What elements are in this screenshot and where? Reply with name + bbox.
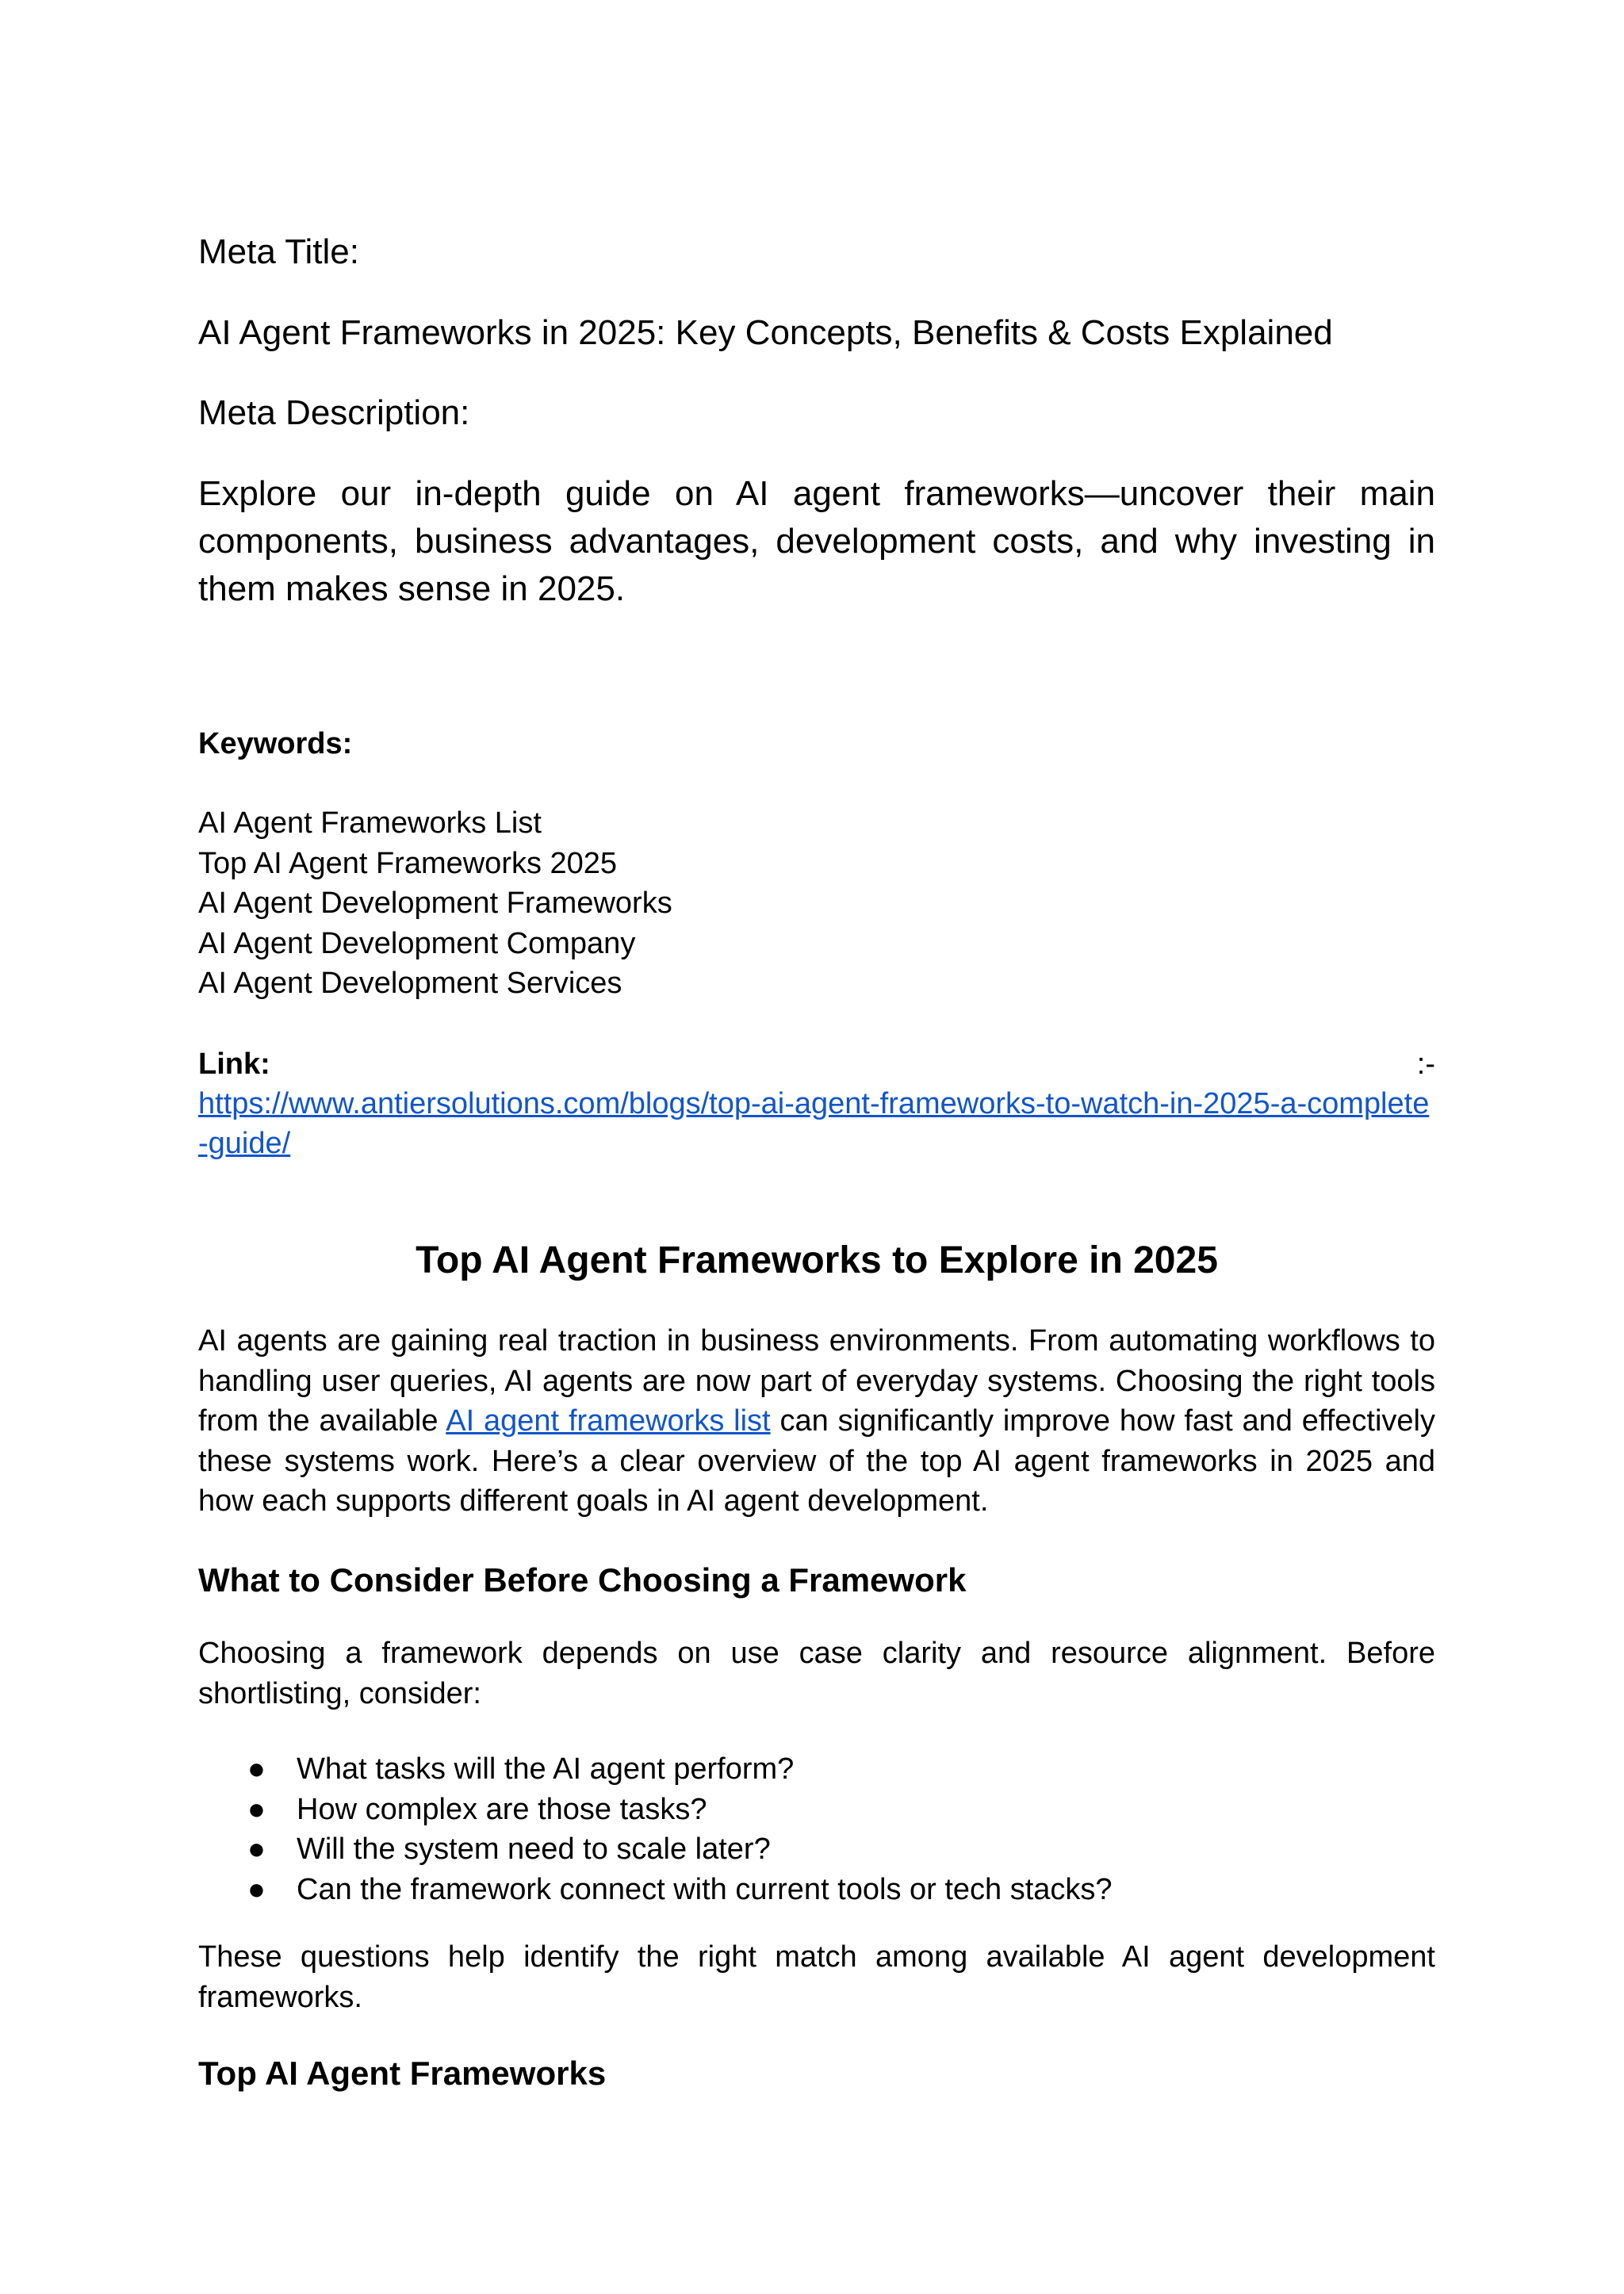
keyword-item: Top AI Agent Frameworks 2025: [198, 846, 618, 880]
meta-description-label: Meta Description:: [198, 393, 470, 432]
list-item: [198, 1790, 1113, 1830]
bullet-icon: ●: [247, 1833, 266, 1866]
list-item-text: Can the framework connect with current tools or tech stacks?: [297, 1872, 1113, 1906]
meta-title-label: Meta Title:: [198, 232, 359, 271]
list-item-text: Will the system need to scale later?: [297, 1833, 771, 1866]
list-item-text: What tasks will the AI agent perform?: [297, 1752, 795, 1786]
section-heading-top-frameworks: Top AI Agent Frameworks: [198, 2055, 607, 2092]
closing-paragraph: These questions help identify the right match among available AI agent development frameworks.: [198, 1940, 1435, 2014]
meta-description-value: Explore our in-depth guide on AI agent frameworks—uncover their main components, business advantages, development costs, and why investing in them makes sense in 2025.: [198, 474, 1435, 608]
link-label: Link:: [198, 1047, 270, 1081]
link-row: [198, 1044, 1435, 1084]
keywords-label: Keywords:: [198, 727, 353, 760]
link-separator: :-: [1416, 1047, 1435, 1081]
keyword-item: AI Agent Development Services: [198, 967, 622, 1000]
list-item: [198, 1870, 1113, 1910]
considerations-paragraph: Choosing a framework depends on use case clarity and resource alignment. Before shortlisting, consider:: [198, 1637, 1435, 1710]
keyword-item: AI Agent Development Company: [198, 926, 636, 960]
list-item: [198, 1749, 1113, 1790]
bullet-icon: ●: [247, 1752, 266, 1786]
section-heading-considerations: What to Consider Before Choosing a Framework: [198, 1561, 967, 1599]
questions-list: [198, 1749, 1113, 1909]
intro-text-after: can significantly improve how fast and effectively these systems work. Here’s a clear overview of the top AI agent frameworks in 2025 and how each supports different goals in AI agent development.: [198, 1404, 1435, 1518]
meta-title-value: AI Agent Frameworks in 2025: Key Concepts, Benefits & Costs Explained: [198, 313, 1333, 352]
article-title: Top AI Agent Frameworks to Explore in 2025: [416, 1239, 1218, 1281]
keyword-item: AI Agent Development Frameworks: [198, 887, 672, 920]
keywords-list: [198, 803, 672, 1004]
list-item-text: How complex are those tasks?: [297, 1792, 707, 1826]
bullet-icon: ●: [247, 1792, 266, 1826]
keyword-item: AI Agent Frameworks List: [198, 806, 542, 840]
bullet-icon: ●: [247, 1872, 266, 1906]
ai-agent-frameworks-list-link[interactable]: AI agent frameworks list: [446, 1404, 771, 1438]
intro-paragraph: [198, 1321, 1435, 1522]
list-item: [198, 1829, 1113, 1870]
source-url-link[interactable]: https://www.antiersolutions.com/blogs/top-ai-agent-frameworks-to-watch-in-2025-a-complete-guide/: [198, 1087, 1430, 1160]
intro-text-before: AI agents are gaining real traction in business environments. From automating workflows to handling user queries, AI agents are now part of everyday systems. Choosing the right tools from the available: [198, 1324, 1435, 1438]
